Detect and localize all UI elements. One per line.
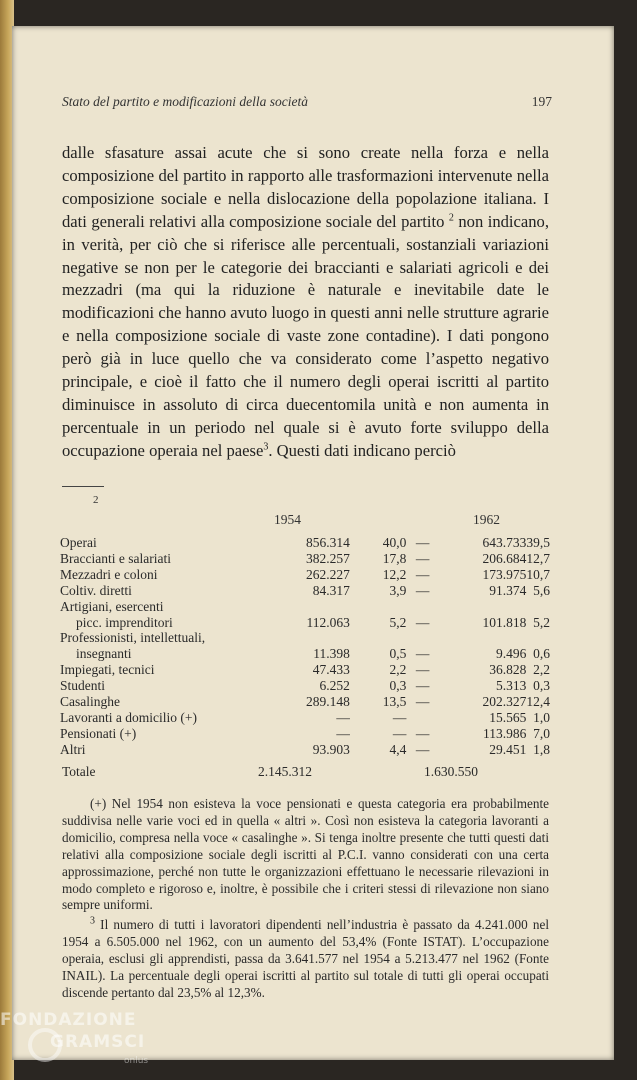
total-1954: 2.145.312 — [258, 764, 312, 779]
cell-dash: — — [415, 582, 430, 598]
cell-label: insegnanti — [76, 646, 132, 662]
cell-p1954 — [350, 599, 407, 615]
page-number: 197 — [531, 94, 552, 109]
cell-p1954: 12,2 — [382, 566, 407, 582]
cell-label: Artigiani, esercenti — [60, 598, 164, 614]
footnote-2-note: (+) Nel 1954 non esisteva la voce pensionati e questa categoria era probabilmente suddivisa nelle varie voci ed in quella « altri ». Così non esisteva la categoria lavoranti a domicilio, compresa nella voce « casalinghe ». Si tenga inoltre presente che tutti questi dati relativi alla composizione sociale degli iscritti al P.C.I. vanno considerati con una certa approssimazione, perché non tutte le organizzazioni effettuano le necessarie rilevazioni in modo completo e rigoroso e, inoltre, è possibile che i criteri stessi di rilevazione non siano sempre uniformi. — [62, 796, 549, 913]
table-row — [60, 567, 550, 583]
cell-v1954: — — [336, 725, 350, 741]
main-paragraph — [62, 142, 549, 463]
cell-dash: — — [415, 678, 430, 694]
cell-p1962 — [526, 599, 550, 615]
cell-v1962: 113.986 — [483, 725, 527, 741]
cell-dash: — — [415, 614, 430, 630]
cell-p1954: 5,2 — [389, 614, 407, 630]
footnote-3-text: Il numero di tutti i lavoratori dipendenti nell’industria è passato da 4.241.000 nel 1954 a 6.505.000 nel 1962, con un aumento del 53,4% (Fonte ISTAT). L’occupazione operaia, esclusi gli apprendisti, passa da 3.641.577 nel 1954 a 5.213.477 nel 1962 (Fonte INAIL). La percentuale degli operai iscritti al partito sul totale di tutti gli operai occupati discende pertanto dal 23,5% al 12,3%. — [62, 917, 549, 1000]
cell-dash: — — [415, 566, 430, 582]
cell-v1962: 36.828 — [489, 662, 527, 678]
cell-p1962: 0,3 — [533, 678, 550, 694]
table-row — [60, 551, 550, 567]
cell-v1954: 47.433 — [312, 662, 350, 678]
cell-p1962: 12,4 — [526, 694, 550, 710]
table-row — [60, 615, 550, 631]
watermark-line-2: GRAMSCI — [50, 1032, 146, 1052]
total-1962: 1.630.550 — [424, 764, 478, 779]
footnotes — [62, 796, 549, 1005]
footnote-rule — [62, 486, 104, 487]
cell-p1962: 5,6 — [533, 582, 550, 598]
cell-p1962: 7,0 — [533, 725, 550, 741]
watermark-line-1: FONDAZIONE — [0, 1010, 137, 1030]
cell-dash — [406, 630, 439, 646]
cell-label: Lavoranti a domicilio (+) — [60, 709, 197, 725]
cell-v1954: 6.252 — [319, 678, 350, 694]
cell-label: picc. imprenditori — [76, 614, 173, 630]
cell-dash: — — [415, 741, 430, 757]
cell-v1954: 382.257 — [306, 550, 350, 566]
main-text — [62, 142, 549, 463]
cell-label: Coltiv. diretti — [60, 582, 132, 598]
cell-dash: — — [415, 725, 430, 741]
cell-dash: — — [415, 550, 430, 566]
cell-v1954: 84.317 — [312, 582, 350, 598]
cell-p1954: — — [392, 725, 407, 741]
cell-v1954: 112.063 — [306, 614, 350, 630]
footnote-3-number: 3 — [90, 915, 95, 927]
cell-p1962: 12,7 — [526, 550, 550, 566]
cell-v1954: 856.314 — [306, 535, 350, 550]
cell-dash: — — [415, 646, 430, 662]
cell-p1962: 1,8 — [533, 741, 550, 757]
table-row — [60, 583, 550, 599]
text-part-1: dalle sfasature assai acute che si sono create nella forza e nella composizione del partito in rapporto alle trasformazioni intervenute nella composizione sociale e nella dislocazione della popolazione italiana. I dati generali relativi alla composizione sociale del partito — [62, 143, 549, 231]
cell-p1954: 0,3 — [389, 678, 407, 694]
cell-dash: — — [415, 662, 430, 678]
cell-v1962: 15.565 — [489, 709, 527, 725]
running-header — [62, 94, 552, 110]
cell-dash: — — [415, 535, 430, 550]
table-row — [60, 694, 550, 710]
cell-label: Casalinghe — [60, 694, 120, 710]
cell-p1962: 0,6 — [533, 646, 550, 662]
table-year-header — [62, 512, 549, 530]
year-1962: 1962 — [473, 512, 500, 527]
footnote-ref-3: 3 — [263, 441, 269, 453]
cell-v1962: 91.374 — [489, 582, 527, 598]
footnote-ref-2: 2 — [448, 212, 454, 224]
cell-p1962: 5,2 — [533, 614, 550, 630]
table-row — [60, 646, 550, 662]
table-row — [60, 726, 550, 742]
cell-p1954: 4,4 — [389, 741, 407, 757]
cell-v1962 — [439, 630, 526, 646]
cell-p1954: 2,2 — [389, 662, 407, 678]
cell-v1962: 5.313 — [496, 678, 527, 694]
footnote-2-number: 2 — [93, 494, 99, 506]
cell-v1954: 93.903 — [312, 741, 350, 757]
running-title: Stato del partito e modificazioni della società — [62, 94, 308, 109]
cell-p1954: — — [392, 709, 407, 725]
cell-v1962: 9.496 — [496, 646, 527, 662]
cell-dash: — — [415, 694, 430, 710]
table-row — [60, 535, 550, 551]
cell-p1954: 3,9 — [389, 582, 407, 598]
cell-v1962: 173.975 — [482, 566, 527, 582]
cell-label: Professionisti, intellettuali, — [60, 630, 206, 646]
text-part-3: . Questi dati indicano perciò — [268, 440, 456, 460]
table-row — [60, 742, 550, 758]
cell-p1954: 40,0 — [382, 535, 407, 550]
cell-p1954: 17,8 — [382, 550, 407, 566]
cell-label: Braccianti e salariati — [60, 550, 171, 566]
cell-label: Impiegati, tecnici — [60, 662, 155, 678]
cell-p1962: 2,2 — [533, 662, 550, 678]
cell-v1962: 643.733 — [482, 535, 527, 550]
cell-dash — [406, 710, 439, 726]
cell-v1962: 101.818 — [482, 614, 527, 630]
total-label: Totale — [62, 764, 96, 779]
year-1954: 1954 — [274, 512, 301, 527]
cell-p1954: 13,5 — [382, 694, 407, 710]
table-row — [60, 630, 550, 646]
cell-label: Mezzadri e coloni — [60, 566, 158, 582]
cell-p1962: 1,0 — [533, 709, 550, 725]
table-row — [60, 710, 550, 726]
cell-v1954 — [248, 630, 349, 646]
cell-p1954 — [350, 630, 407, 646]
table-row — [60, 599, 550, 615]
cell-label: Studenti — [60, 678, 106, 694]
table-row — [60, 662, 550, 678]
table-row — [60, 678, 550, 694]
cell-v1954: 289.148 — [306, 694, 350, 710]
cell-dash — [406, 599, 439, 615]
text-part-2: non indicano, in verità, per ciò che si riferisce alle percentuali, sostanziali variazioni negative se non per le categorie dei braccianti e salariati agricoli e dei mezzadri (ma qui la riduzione è naturale e inevitabile date le modificazioni che hanno avuto luogo in questi anni nelle strutture agrarie e nella composizione sociale di vaste zone contadine). I dati pongono però già in luce quello che va considerato come l’aspetto negativo principale, e cioè il fatto che il numero degli operai iscritti al partito diminuisce in assoluto di circa duecentomila unità e non aumenta in percentuale in un periodo nel quale si è avuto forte sviluppo della occupazione operaia nel paese — [62, 211, 549, 460]
cell-v1954: 262.227 — [306, 566, 350, 582]
cell-label: Pensionati (+) — [60, 725, 137, 741]
membership-table — [60, 535, 550, 758]
cell-v1962 — [439, 599, 526, 615]
footnote-3 — [62, 917, 549, 1002]
cell-label: Altri — [60, 741, 86, 757]
cell-p1954: 0,5 — [389, 646, 407, 662]
cell-v1962: 202.327 — [482, 694, 527, 710]
cell-label: Operai — [60, 535, 97, 550]
cell-v1954: 11.398 — [313, 646, 350, 662]
cell-p1962: 10,7 — [526, 566, 550, 582]
cell-v1954 — [248, 599, 349, 615]
cell-p1962: 39,5 — [526, 535, 550, 550]
cell-v1962: 206.684 — [482, 550, 527, 566]
cell-p1962 — [526, 630, 550, 646]
cell-v1954: — — [336, 709, 350, 725]
watermark-line-3: onlus — [124, 1056, 149, 1066]
cell-v1962: 29.451 — [489, 741, 527, 757]
